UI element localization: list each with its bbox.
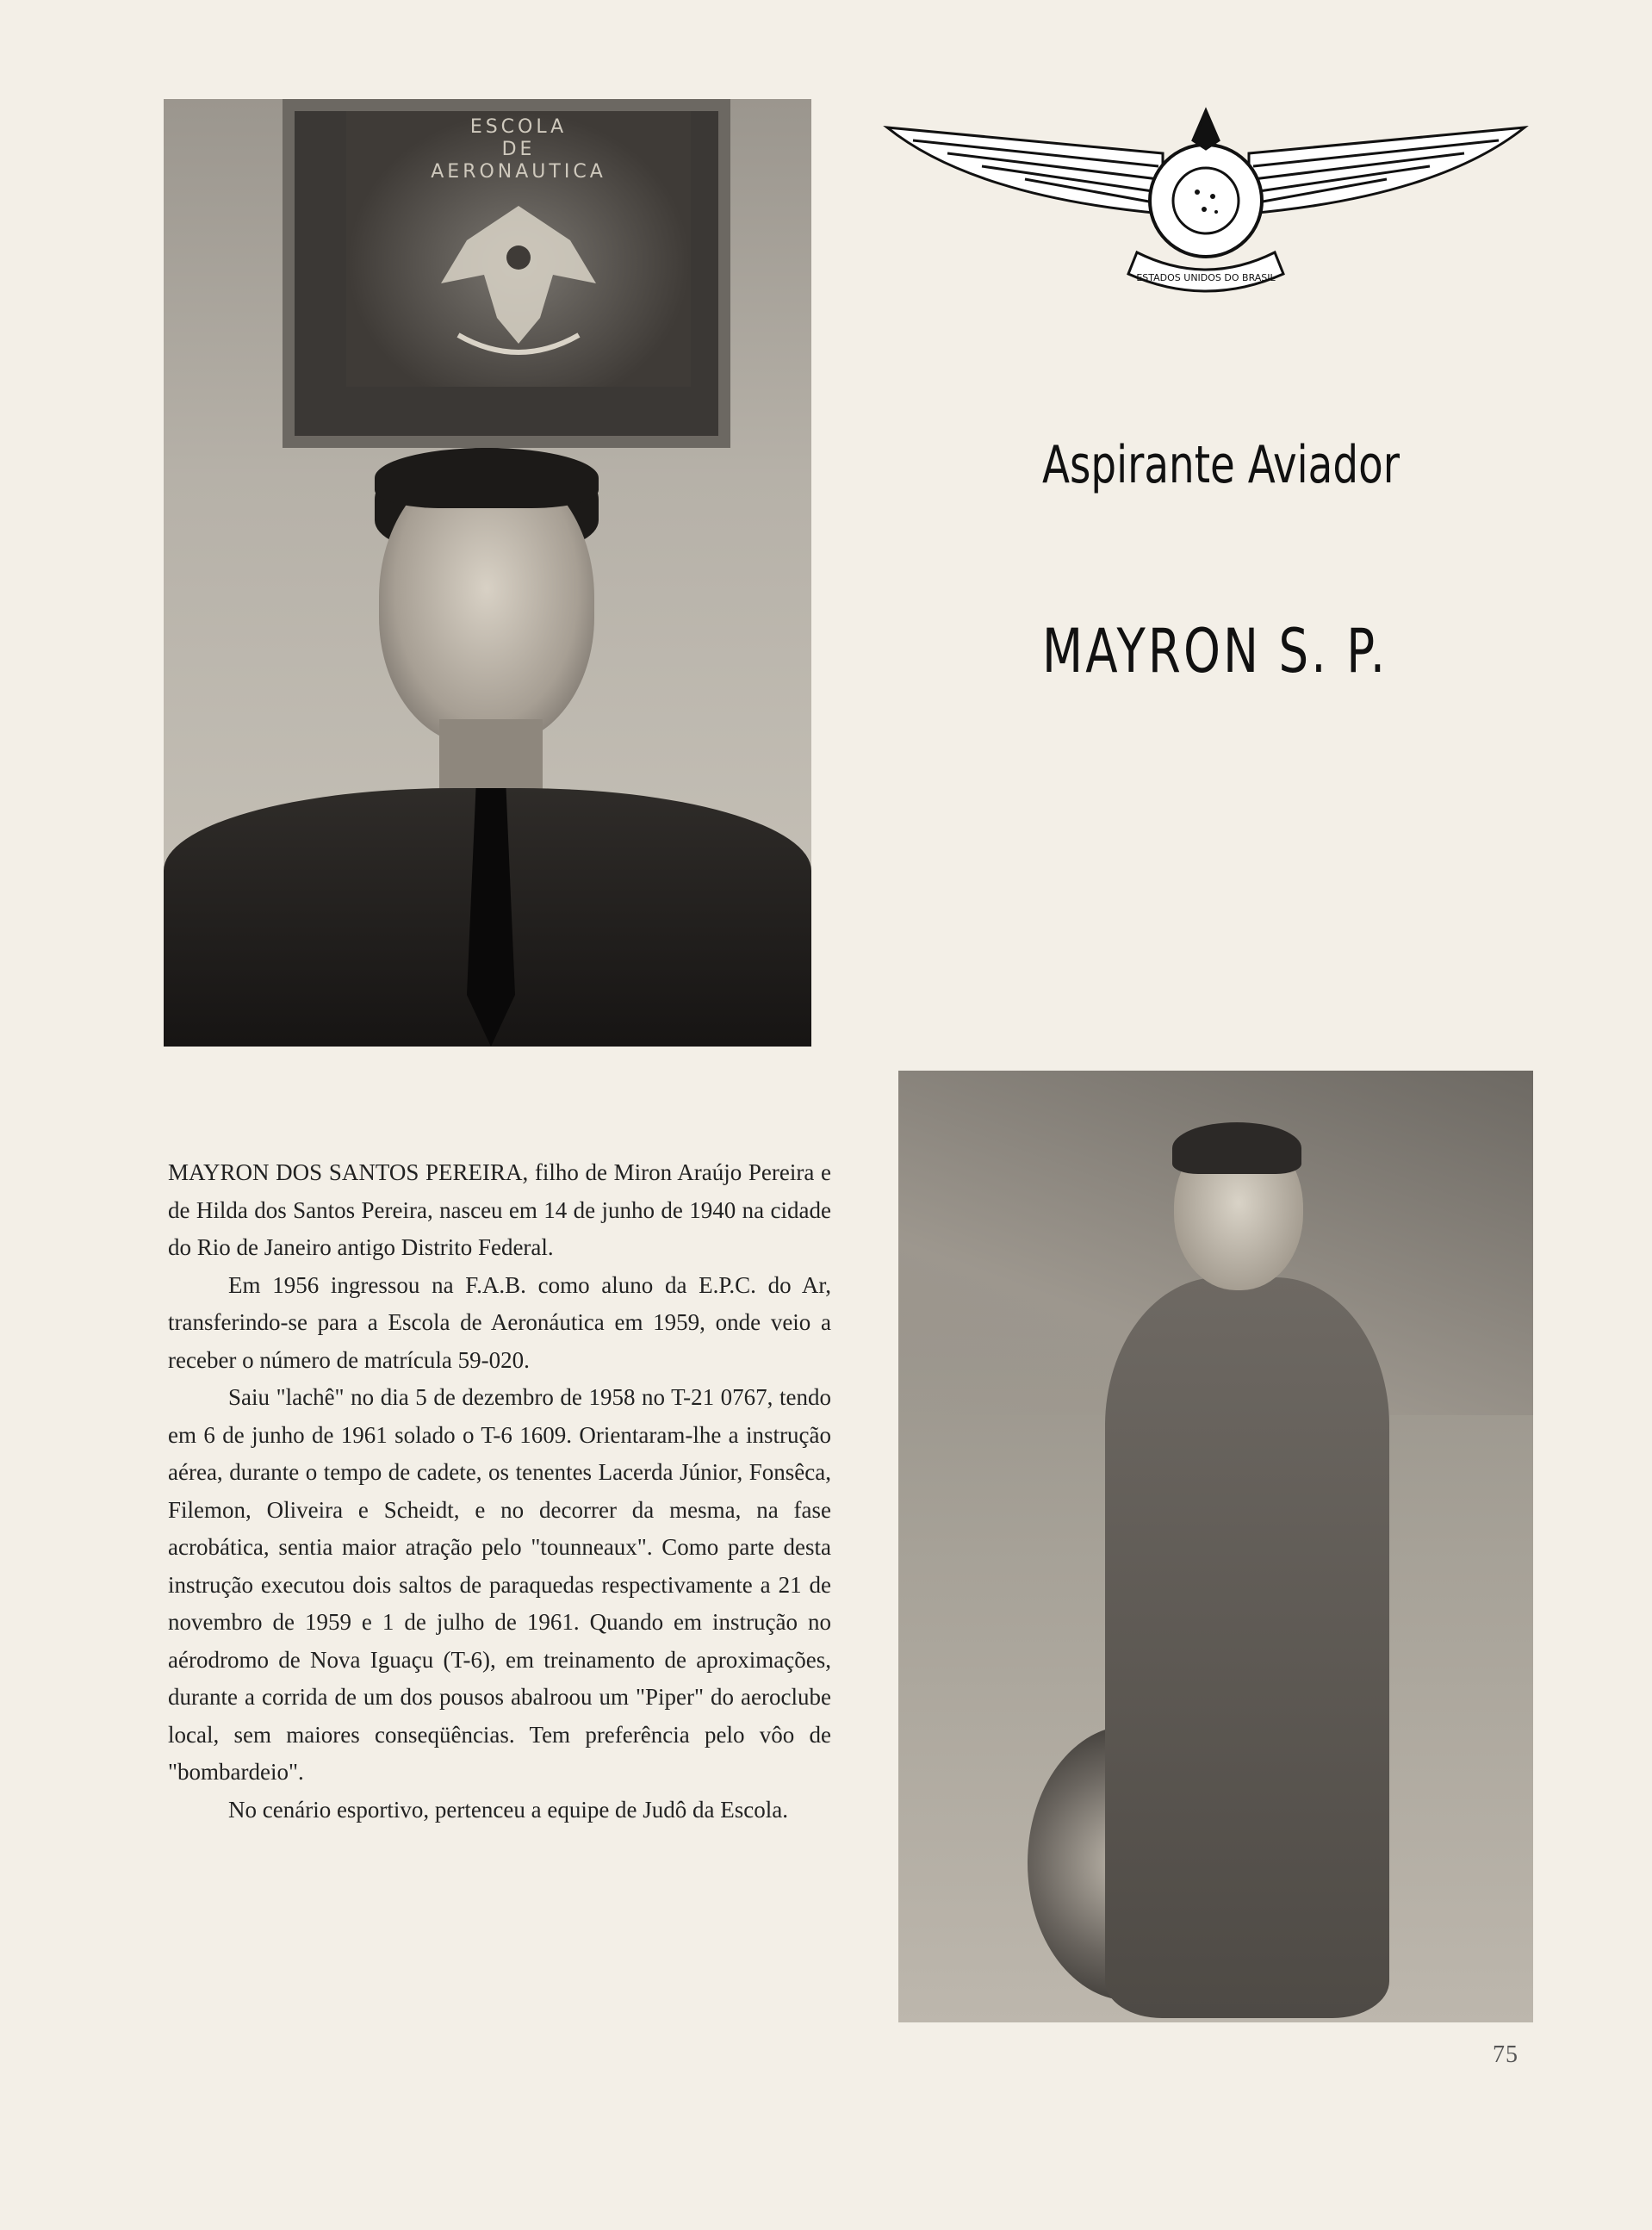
bio-paragraph: MAYRON DOS SANTOS PEREIRA, filho de Miron Araújo Pereira e de Hilda dos Santos Pereira, nasceu em 14 de junho de 1940 na cidade do Rio de Janeiro antigo Distrito Federal.	[168, 1159, 831, 1260]
flight-suit	[1105, 1277, 1389, 2018]
biography-text	[168, 1154, 831, 1829]
cadet-name-title: MAYRON S. P.	[1042, 616, 1388, 686]
emblem-ribbon-text: ESTADOS UNIDOS DO BRASIL	[1136, 272, 1276, 283]
aviator-with-aircraft-photo	[898, 1071, 1533, 2022]
page-number: 75	[1493, 2041, 1518, 2068]
bio-paragraph: Saiu "lachê" no dia 5 de dezembro de 1958 no T-21 0767, tendo em 6 de junho de 1961 solado o T-6 1609. Orientaram-lhe a instrução aérea, durante o tempo de cadete, os tenentes Lacerda Júnior, Fonsêca, Filemon, Oliveira e Scheidt, e no decorrer da mesma, na fase acrobática, sentia maior atração pelo "tounneaux". Como parte desta instrução executou dois saltos de paraquedas respectivamente a 21 de novembro de 1959 e 1 de julho de 1961. Quando em instrução no aérodromo de Nova Iguaçu (T-6), em treinamento de aproximações, durante a corrida de um dos pousos abalroou um "Piper" do aeroclube local, sem maiores conseqüências. Tem preferência pelo vôo de "bombardeio".	[168, 1384, 831, 1785]
rank-title: Aspirante Aviador	[1042, 435, 1400, 495]
cadet-portrait-photo	[164, 99, 811, 1047]
plaque-text: ESCOLA DE AERONAUTICA	[431, 116, 606, 183]
school-plaque	[283, 99, 730, 448]
eagle-crest-icon	[346, 111, 691, 387]
bio-paragraph: Em 1956 ingressou na F.A.B. como aluno da E.P.C. do Ar, transferindo-se para a Escola de Aeronáutica em 1959, onde veio a receber o número de matrícula 59-020.	[168, 1271, 831, 1373]
pilot-wings-emblem-icon	[879, 102, 1533, 308]
bio-paragraph: No cenário esportivo, pertenceu a equipe de Judô da Escola.	[228, 1796, 789, 1823]
